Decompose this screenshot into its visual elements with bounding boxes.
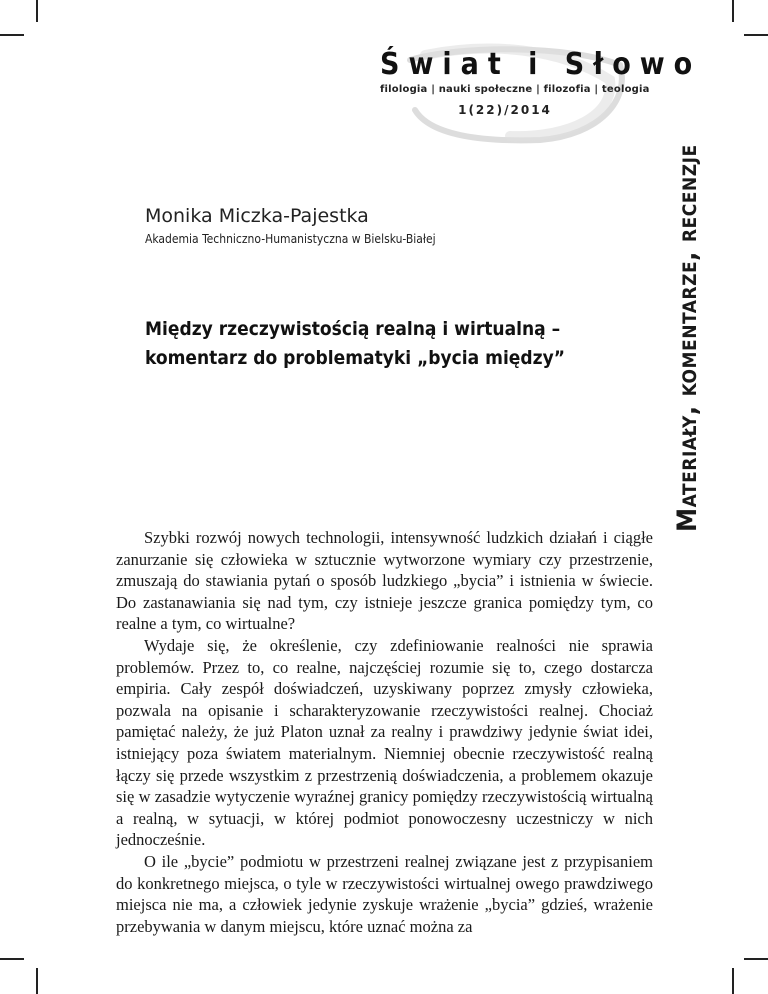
crop-mark-bottom-right-v [732,968,734,994]
crop-mark-bottom-left-h [0,958,24,960]
article-body [116,527,653,937]
crop-mark-top-left-v [36,0,38,22]
crop-mark-bottom-right-h [744,958,768,960]
article-title [145,315,565,373]
author-affiliation: Akademia Techniczno-Humanistyczna w Bielsku-Białej [145,232,436,246]
section-label-text: Materiały, komentarze, recenzje [672,144,703,532]
crop-mark-bottom-left-v [36,968,38,994]
crop-mark-top-right-v [732,0,734,22]
paragraph-1: Szybki rozwój nowych technologii, intensywność ludzkich działań i ciągłe zanurzanie się człowieka w sztucznie wytworzone wymiary czy przestrzenie, zmuszają do stawiania pytań o sposób ludzkiego „bycia” i istnienia w świecie. Do zastanawiania się nad tym, czy istnieje jeszcze granica pomiędzy tym, co realne a tym, co wirtualne? [116,528,653,634]
article-title-line-2: komentarz do problematyki „bycia między” [145,347,565,369]
journal-issue: 1(22)/2014 [458,103,552,117]
article-title-line-1: Między rzeczywistością realną i wirtualną – [145,318,561,340]
journal-title: Świat i Słowo [380,47,702,82]
journal-header [380,47,702,117]
paragraph-3: O ile „bycie” podmiotu w przestrzeni realnej związane jest z przypisaniem do konkretnego miejsca, o tyle w rzeczywistości wirtualnej owego prawdziwego miejsca nie ma, a człowiek jedynie zyskuje wrażenie „bycia” gdzieś, wrażenie przebywania w danym miejscu, które uznać można za [116,851,653,936]
section-label [672,52,703,532]
journal-subtitle: filologia | nauki społeczne | filozofia | teologia [380,84,650,95]
crop-mark-top-left-h [0,34,24,36]
crop-mark-top-right-h [744,34,768,36]
paragraph-2: Wydaje się, że określenie, czy zdefiniowanie realności nie sprawia problemów. Przez to, co realne, najczęściej rozumie się to, czego dostarcza empiria. Cały zespół doświadczeń, uzyskiwany poprzez zmysły człowieka, pozwala na opisanie i scharakteryzowanie rzeczywistości realnej. Chociaż pamiętać należy, że już Platon uznał za realny i prawdziwy jedynie świat idei, istniejący poza światem materialnym. Niemniej obecnie rzeczywistość realną łączy się przede wszystkim z przestrzenią doświadczenia, a problemem okazuje się w zasadzie wytyczenie wyraźnej granicy pomiędzy rzeczywistością wirtualną a realną, w sytuacji, w której podmiot ponowoczesny uczestniczy w nich jednocześnie. [116,635,653,850]
author-name: Monika Miczka-Pajestka [145,205,369,227]
